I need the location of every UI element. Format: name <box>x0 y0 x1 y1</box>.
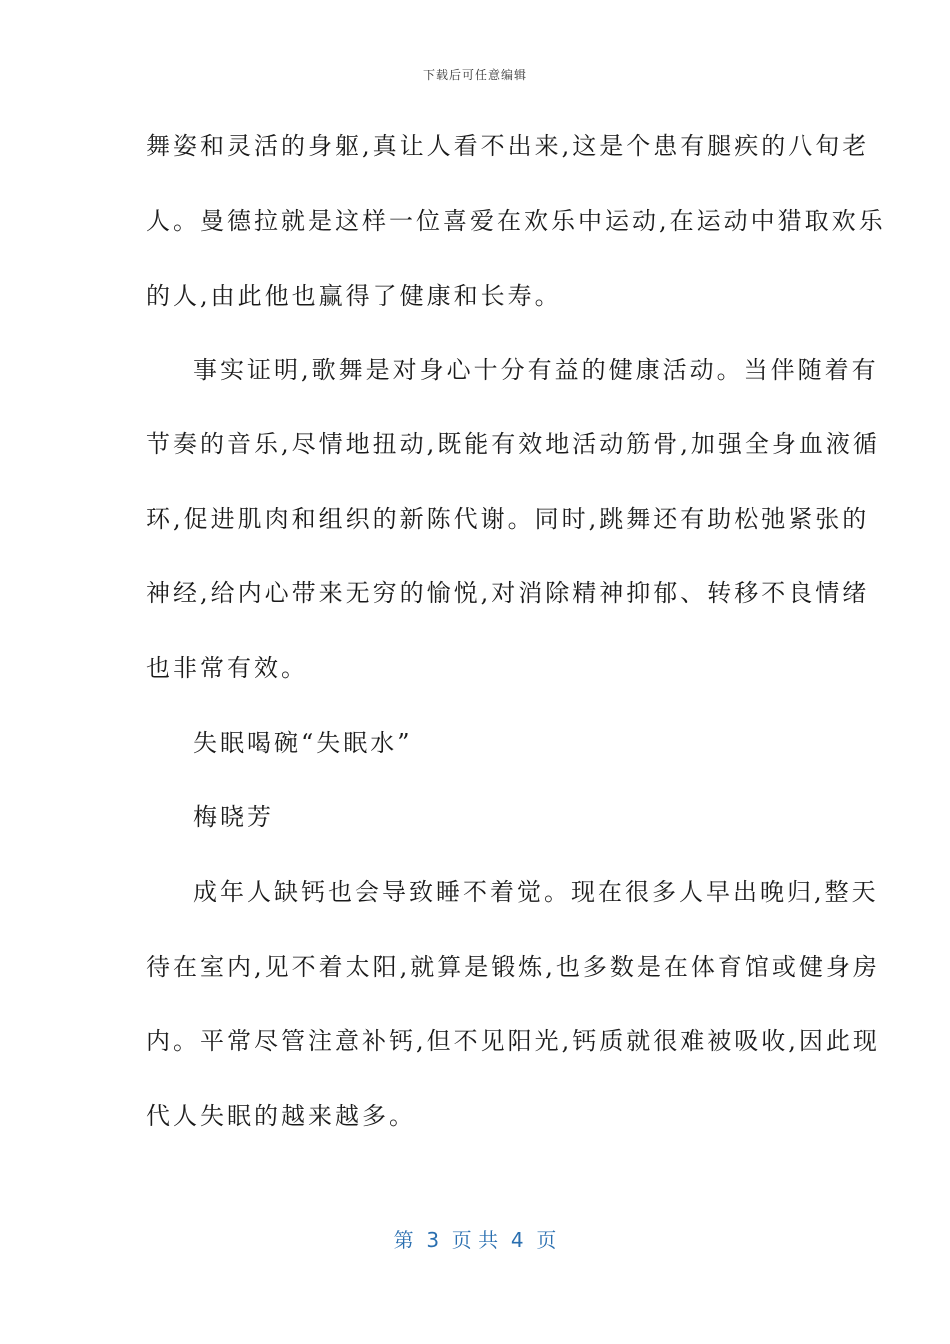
page-indicator: 第 3 页 共 4 页 <box>393 1228 557 1252</box>
paragraph-line: 成年人缺钙也会导致睡不着觉。现在很多人早出晚归,整天 <box>193 878 879 906</box>
paragraph-line: 环,促进肌肉和组织的新陈代谢。同时,跳舞还有助松弛紧张的 <box>146 505 870 533</box>
paragraph-line: 代人失眠的越来越多。 <box>146 1102 416 1130</box>
author-name: 梅晓芳 <box>193 803 274 831</box>
paragraph-line: 人。曼德拉就是这样一位喜爱在欢乐中运动,在运动中猎取欢乐 <box>146 207 886 235</box>
paragraph-line: 待在室内,见不着太阳,就算是锻炼,也多数是在体育馆或健身房 <box>146 953 880 981</box>
paragraph-line: 事实证明,歌舞是对身心十分有益的健康活动。当伴随着有 <box>193 356 879 384</box>
article-title: 失眠喝碗“失眠水” <box>193 729 413 757</box>
paragraph-line: 内。平常尽管注意补钙,但不见阳光,钙质就很难被吸收,因此现 <box>146 1027 880 1055</box>
paragraph-line: 神经,给内心带来无穷的愉悦,对消除精神抑郁、转移不良情绪 <box>146 579 870 607</box>
paragraph-line: 的人,由此他也赢得了健康和长寿。 <box>146 282 562 310</box>
header-note: 下载后可任意编辑 <box>422 68 527 82</box>
paragraph-line: 节奏的音乐,尽情地扭动,既能有效地活动筋骨,加强全身血液循 <box>146 430 880 458</box>
paragraph-line: 也非常有效。 <box>146 654 308 682</box>
paragraph-line: 舞姿和灵活的身躯,真让人看不出来,这是个患有腿疾的八旬老 <box>146 132 870 160</box>
